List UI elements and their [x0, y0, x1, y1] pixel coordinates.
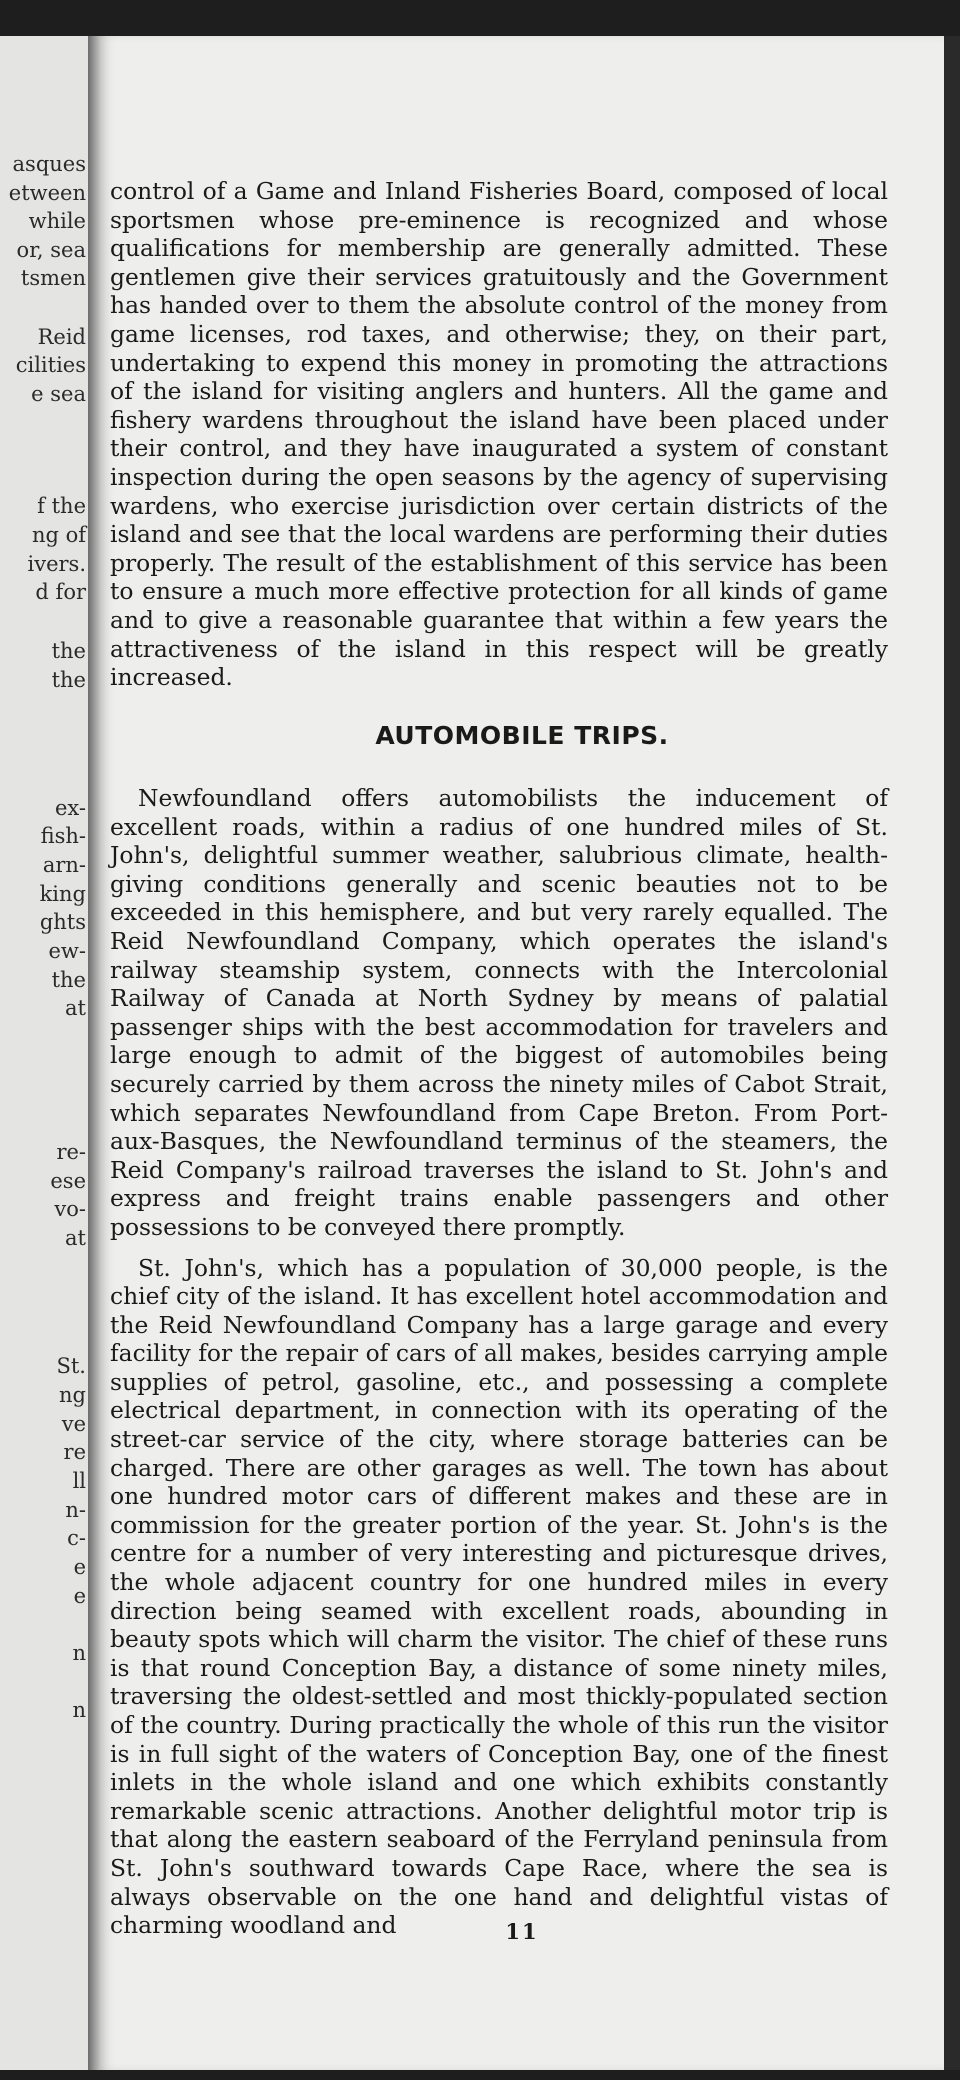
margin-fragment: ivers. — [27, 552, 86, 576]
margin-fragment: vo- — [54, 1197, 86, 1221]
continuation-text-block — [110, 177, 888, 692]
margin-fragment: tsmen — [20, 266, 86, 290]
facing-page-fragment — [0, 36, 96, 2070]
margin-fragment: Reid — [37, 325, 86, 349]
margin-fragment: n — [72, 1641, 86, 1665]
margin-fragment: d for — [35, 580, 86, 604]
margin-fragment: e — [73, 1555, 86, 1579]
margin-fragment: the — [51, 639, 86, 663]
margin-fragment: re — [63, 1440, 86, 1464]
margin-fragment: king — [39, 882, 86, 906]
margin-fragment: ve — [61, 1412, 86, 1436]
margin-fragment: etween — [8, 181, 86, 205]
margin-fragment: re- — [56, 1140, 86, 1164]
margin-fragment: ex- — [55, 796, 86, 820]
body-paragraph: St. John's, which has a population of 30,000 people, is the chief city of the island. It has excellent hotel accommodation and the Reid Newfoundland Company has a large garage and every facility for the repair of cars of all makes, besides carrying ample supplies of petrol, gasoline, etc., and possessing a complete electrical department, in connection with its operating of the street-car service of the city, where storage batteries can be charged. There are other garages as well. The town has about one hundred motor cars of different makes and these are in commission for the greater portion of the year. St. John's is the centre for a number of very interesting and picturesque drives, the whole adjacent country for one hundred miles in every direction being seamed with excellent roads, abounding in beauty spots which will charm the visitor. The chief of these runs is that round Conception Bay, a distance of some ninety miles, traversing the oldest-settled and most thickly-populated section of the country. During practically the whole of this run the visitor is in full sight of the waters of Conception Bay, one of the finest inlets in the whole island and one which exhibits constantly remarkable scenic attractions. Another delightful motor trip is that along the eastern seaboard of the Ferryland peninsula from St. John's southward towards Cape Race, where the sea is always observable on the one hand and delightful vistas of charming woodland and — [110, 1253, 888, 1940]
margin-fragment: e sea — [31, 382, 86, 406]
margin-fragment: the — [51, 668, 86, 692]
margin-fragment: while — [28, 209, 86, 233]
margin-fragment: ew- — [48, 939, 86, 963]
margin-fragment: at — [65, 996, 86, 1020]
body-paragraph: Newfoundland offers automobilists the inducement of excellent roads, within a radius of one hundred miles of St. John's, delightful summer weather, salubrious climate, health-giving conditions generally and scenic beauties not to be exceeded in this hemisphere, and but very rarely equalled. The Reid Newfoundland Company, which operates the island's railway steamship system, connects with the Intercolonial Railway of Canada at North Sydney by means of palatial passenger ships with the best accommodation for travelers and large enough to admit of the biggest of automobiles being securely carried by them across the ninety miles of Cabot Strait, which separates Newfoundland from Cape Breton. From Port-aux-Basques, the Newfoundland terminus of the steamers, the Reid Company's railroad traverses the island to St. John's and express and freight trains enable passengers and other possessions to be conveyed there promptly. — [110, 784, 888, 1241]
page-number: 11 — [505, 1919, 539, 1944]
margin-fragment: c- — [67, 1526, 86, 1550]
margin-fragment: n- — [65, 1498, 86, 1522]
book-page — [100, 36, 944, 2070]
margin-fragment: St. — [56, 1354, 86, 1378]
margin-fragment: n — [72, 1698, 86, 1722]
margin-fragment: ll — [72, 1469, 86, 1493]
section-body — [110, 784, 888, 1940]
page-edge — [944, 36, 960, 2070]
margin-fragment: ese — [50, 1169, 86, 1193]
margin-fragment: ng — [59, 1383, 86, 1407]
section-heading: AUTOMOBILE TRIPS. — [375, 721, 669, 750]
margin-fragment: at — [65, 1226, 86, 1250]
margin-fragment: or, sea — [16, 238, 86, 262]
margin-fragment: cilities — [15, 353, 86, 377]
margin-fragment: asques — [12, 152, 86, 176]
margin-fragment: ghts — [39, 910, 86, 934]
margin-fragment: f the — [37, 494, 86, 518]
margin-fragment: arn- — [42, 853, 86, 877]
margin-fragment: fish- — [40, 824, 86, 848]
margin-fragment: the — [51, 968, 86, 992]
margin-fragment: e — [73, 1584, 86, 1608]
continuation-paragraph: control of a Game and Inland Fisheries Board, composed of local sportsmen whose pre-eminence is recognized and whose qualifications for membership are generally admitted. These gentlemen give their services gratuitously and the Government has handed over to them the absolute control of the money from game licenses, rod taxes, and otherwise; they, on their part, undertaking to expend this money in promoting the attractions of the island for visiting anglers and hunters. All the game and fishery wardens throughout the island have been placed under their control, and they have inaugurated a system of constant inspection during the open seasons by the agency of supervising wardens, who exercise jurisdiction over certain districts of the island and see that the local wardens are performing their duties properly. The result of the establishment of this service has been to ensure a much more effective protection for all kinds of game and to give a reasonable guarantee that within a few years the attractiveness of the island in this respect will be greatly increased. — [110, 177, 888, 692]
margin-fragment: ng of — [31, 523, 86, 547]
